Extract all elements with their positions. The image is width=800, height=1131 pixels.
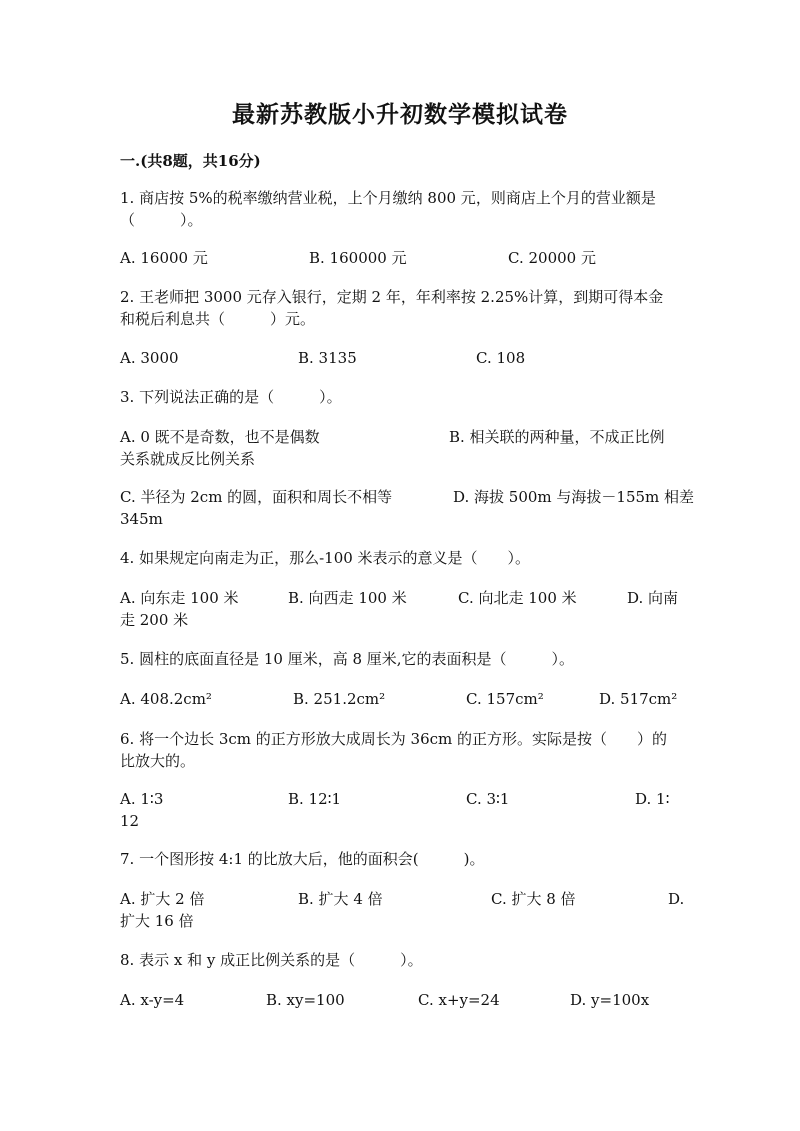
question-2 xyxy=(120,286,685,330)
question-7-option-c[interactable]: C. 扩大 8 倍 xyxy=(491,890,576,908)
question-4-option-b[interactable]: B. 向西走 100 米 xyxy=(288,589,407,607)
question-2-line-1: 2. 王老师把 3000 元存入银行，定期 2 年，年利率按 2.25%计算，到期可得本金 xyxy=(120,288,664,306)
question-2-option-a[interactable]: A. 3000 xyxy=(120,349,179,367)
question-2-option-c[interactable]: C. 108 xyxy=(476,349,526,367)
question-8-option-d[interactable]: D. y=100x xyxy=(570,991,650,1009)
question-1-option-a[interactable]: A. 16000 元 xyxy=(120,249,208,267)
question-7-option-a[interactable]: A. 扩大 2 倍 xyxy=(120,890,205,908)
question-3-option-b[interactable]: B. 相关联的两种量，不成正比例 xyxy=(449,428,665,446)
question-4-option-d-continued: 走 200 米 xyxy=(120,611,189,629)
question-3-line-1: 3. 下列说法正确的是（ ）。 xyxy=(120,388,342,406)
question-8-option-a[interactable]: A. x-y=4 xyxy=(120,991,185,1009)
question-3-option-d[interactable]: D. 海拔 500m 与海拔－155m 相差 xyxy=(453,488,695,506)
question-2-option-b[interactable]: B. 3135 xyxy=(298,349,357,367)
question-7-line-1: 7. 一个图形按 4:1 的比放大后，他的面积会( )。 xyxy=(120,850,485,868)
question-6-options xyxy=(120,788,685,832)
question-6-line-2: 比放大的。 xyxy=(120,752,196,770)
question-4-line-1: 4. 如果规定向南走为正，那么-100 米表示的意义是（ ）。 xyxy=(120,549,531,567)
question-5-line-1: 5. 圆柱的底面直径是 10 厘米，高 8 厘米,它的表面积是（ ）。 xyxy=(120,650,575,668)
question-4-option-c[interactable]: C. 向北走 100 米 xyxy=(458,589,577,607)
question-1-option-c[interactable]: C. 20000 元 xyxy=(508,249,596,267)
question-1-option-b[interactable]: B. 160000 元 xyxy=(309,249,407,267)
question-3-option-c[interactable]: C. 半径为 2cm 的圆，面积和周长不相等 xyxy=(120,488,393,506)
question-3 xyxy=(120,386,685,408)
question-5-options xyxy=(120,688,685,732)
question-5 xyxy=(120,648,685,670)
question-2-options xyxy=(120,347,685,391)
question-4-option-a[interactable]: A. 向东走 100 米 xyxy=(120,589,239,607)
question-2-line-2: 和税后利息共（ ）元。 xyxy=(120,310,316,328)
question-6 xyxy=(120,728,685,772)
question-7-option-d[interactable]: D. xyxy=(668,890,685,908)
question-5-option-c[interactable]: C. 157cm² xyxy=(466,690,544,708)
question-4-option-d[interactable]: D. 向南 xyxy=(627,589,679,607)
question-5-option-d[interactable]: D. 517cm² xyxy=(599,690,678,708)
question-3-options-row-2 xyxy=(120,486,695,530)
question-3-options-row-1 xyxy=(120,426,685,470)
question-4 xyxy=(120,547,685,569)
question-8-option-c[interactable]: C. x+y=24 xyxy=(418,991,500,1009)
question-5-option-b[interactable]: B. 251.2cm² xyxy=(293,690,386,708)
question-3-option-b-continued: 关系就成反比例关系 xyxy=(120,450,256,468)
question-6-option-d[interactable]: D. 1∶ xyxy=(635,790,670,808)
question-4-options xyxy=(120,587,685,631)
question-8-line-1: 8. 表示 x 和 y 成正比例关系的是（ ）。 xyxy=(120,951,423,969)
question-8-options xyxy=(120,989,685,1033)
question-6-option-c[interactable]: C. 3∶1 xyxy=(466,790,510,808)
question-1-line-1: 1. 商店按 5%的税率缴纳营业税，上个月缴纳 800 元，则商店上个月的营业额是 xyxy=(120,189,656,207)
question-1-options xyxy=(120,247,685,291)
question-8-option-b[interactable]: B. xy=100 xyxy=(266,991,345,1009)
page-title: 最新苏教版小升初数学模拟试卷 xyxy=(232,101,568,128)
question-7-options xyxy=(120,888,685,932)
section-heading: 一.(共8题，共16分) xyxy=(120,152,261,170)
question-3-option-d-continued: 345m xyxy=(120,510,163,528)
question-7 xyxy=(120,848,685,870)
question-5-option-a[interactable]: A. 408.2cm² xyxy=(120,690,212,708)
question-7-option-d-continued: 扩大 16 倍 xyxy=(120,912,194,930)
question-6-option-a[interactable]: A. 1∶3 xyxy=(120,790,164,808)
question-7-option-b[interactable]: B. 扩大 4 倍 xyxy=(298,890,383,908)
question-6-option-b[interactable]: B. 12∶1 xyxy=(288,790,342,808)
question-6-line-1: 6. 将一个边长 3cm 的正方形放大成周长为 36cm 的正方形。实际是按（ ）的 xyxy=(120,730,668,748)
question-1-line-2: （ ）。 xyxy=(120,211,203,229)
question-6-option-d-continued: 12 xyxy=(120,812,140,830)
question-1 xyxy=(120,187,685,231)
question-8 xyxy=(120,949,685,971)
question-3-option-a[interactable]: A. 0 既不是奇数，也不是偶数 xyxy=(120,428,320,446)
